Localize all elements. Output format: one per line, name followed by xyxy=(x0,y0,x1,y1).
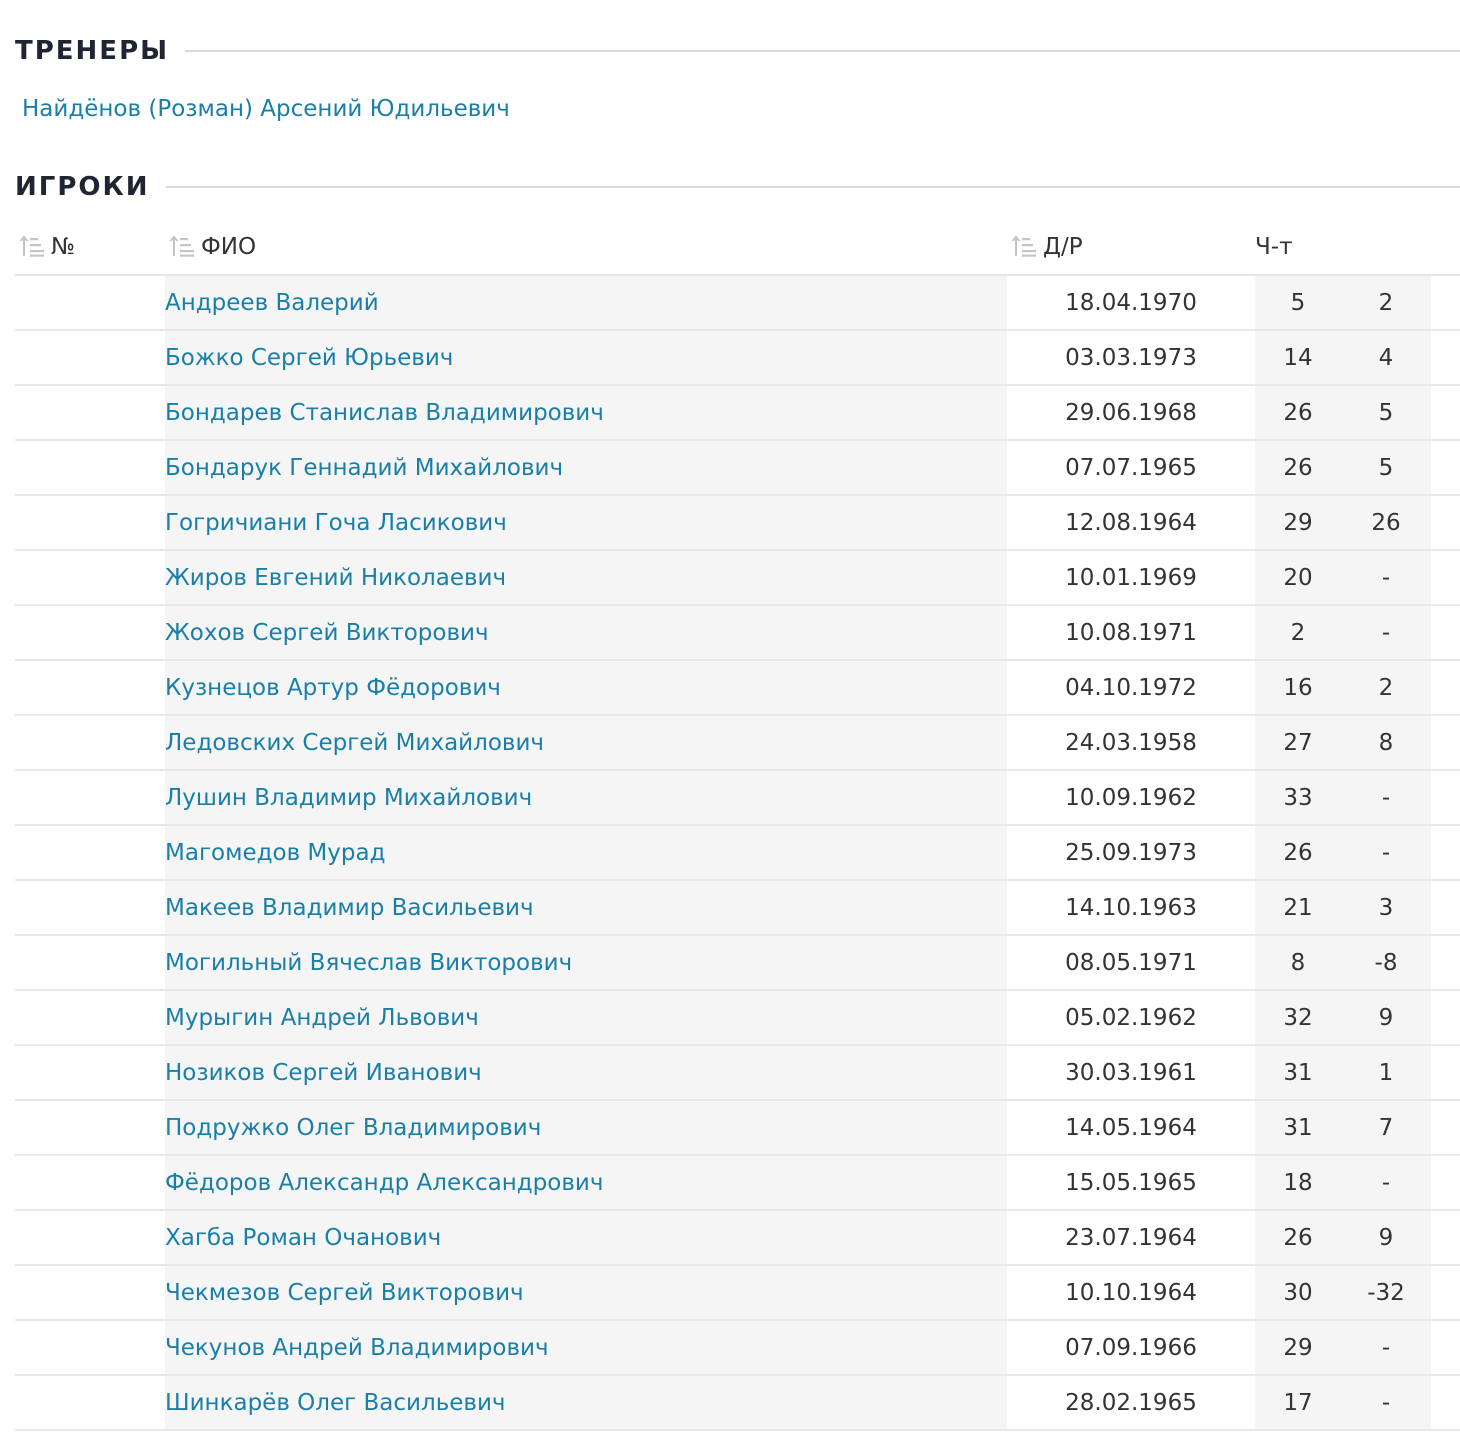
column-header-dob[interactable] xyxy=(1007,220,1255,275)
player-dob: 05.02.1962 xyxy=(1007,990,1255,1045)
player-games: 26 xyxy=(1255,825,1341,880)
row-spacer xyxy=(1431,715,1460,770)
player-name-cell xyxy=(165,495,1007,550)
table-row xyxy=(15,1045,1460,1100)
table-row xyxy=(15,275,1460,330)
table-header-row xyxy=(15,220,1460,275)
player-dob: 08.05.1971 xyxy=(1007,935,1255,990)
player-games: 21 xyxy=(1255,880,1341,935)
player-name-cell xyxy=(165,440,1007,495)
row-spacer xyxy=(1431,330,1460,385)
table-row xyxy=(15,1210,1460,1265)
player-name-cell xyxy=(165,770,1007,825)
player-name-cell xyxy=(165,605,1007,660)
player-dob: 25.09.1973 xyxy=(1007,825,1255,880)
row-spacer xyxy=(1431,935,1460,990)
player-dob: 04.10.1972 xyxy=(1007,660,1255,715)
player-name-link[interactable]: Кузнецов Артур Фёдорович xyxy=(165,674,501,701)
player-number xyxy=(15,1320,165,1375)
player-name-link[interactable]: Магомедов Мурад xyxy=(165,839,386,866)
player-name-cell xyxy=(165,1375,1007,1430)
player-number xyxy=(15,1265,165,1320)
table-row xyxy=(15,385,1460,440)
player-goals: -32 xyxy=(1341,1265,1431,1320)
player-games: 26 xyxy=(1255,440,1341,495)
player-goals: 5 xyxy=(1341,385,1431,440)
player-goals: -8 xyxy=(1341,935,1431,990)
player-goals: 3 xyxy=(1341,880,1431,935)
player-games: 5 xyxy=(1255,275,1341,330)
player-name-cell xyxy=(165,330,1007,385)
player-number xyxy=(15,440,165,495)
player-number xyxy=(15,770,165,825)
section-divider xyxy=(185,50,1460,52)
table-row xyxy=(15,1155,1460,1210)
player-games: 26 xyxy=(1255,1210,1341,1265)
row-spacer xyxy=(1431,825,1460,880)
row-spacer xyxy=(1431,550,1460,605)
player-name-link[interactable]: Гогричиани Гоча Ласикович xyxy=(165,509,507,536)
player-number xyxy=(15,550,165,605)
players-section-header xyxy=(15,172,1460,202)
row-spacer xyxy=(1431,1155,1460,1210)
column-header-championship xyxy=(1255,220,1460,275)
coach-link[interactable]: Найдёнов (Розман) Арсений Юдильевич xyxy=(22,96,510,122)
player-dob: 07.07.1965 xyxy=(1007,440,1255,495)
player-name-link[interactable]: Ледовских Сергей Михайлович xyxy=(165,729,544,756)
table-row xyxy=(15,715,1460,770)
column-header-name[interactable] xyxy=(165,220,1007,275)
player-games: 18 xyxy=(1255,1155,1341,1210)
row-spacer xyxy=(1431,440,1460,495)
player-goals: - xyxy=(1341,825,1431,880)
row-spacer xyxy=(1431,990,1460,1045)
player-name-cell xyxy=(165,1320,1007,1375)
player-name-link[interactable]: Подружко Олег Владимирович xyxy=(165,1114,542,1141)
player-number xyxy=(15,880,165,935)
section-divider xyxy=(166,186,1460,188)
player-dob: 24.03.1958 xyxy=(1007,715,1255,770)
table-row xyxy=(15,880,1460,935)
coaches-section-header xyxy=(15,36,1460,66)
player-dob: 07.09.1966 xyxy=(1007,1320,1255,1375)
player-name-link[interactable]: Андреев Валерий xyxy=(165,289,379,316)
player-goals: - xyxy=(1341,1375,1431,1430)
player-dob: 18.04.1970 xyxy=(1007,275,1255,330)
player-name-link[interactable]: Шинкарёв Олег Васильевич xyxy=(165,1389,506,1416)
player-number xyxy=(15,275,165,330)
player-name-cell xyxy=(165,990,1007,1045)
player-number xyxy=(15,495,165,550)
player-number xyxy=(15,330,165,385)
column-header-dob-label: Д/Р xyxy=(1043,234,1083,260)
table-row xyxy=(15,330,1460,385)
player-number xyxy=(15,1210,165,1265)
player-name-link[interactable]: Жохов Сергей Викторович xyxy=(165,619,489,646)
player-dob: 10.10.1964 xyxy=(1007,1265,1255,1320)
player-name-link[interactable]: Жиров Евгений Николаевич xyxy=(165,564,507,591)
players-table xyxy=(15,220,1460,1431)
player-name-cell xyxy=(165,1100,1007,1155)
sort-ascending-icon[interactable] xyxy=(19,234,45,258)
player-dob: 23.07.1964 xyxy=(1007,1210,1255,1265)
player-dob: 12.08.1964 xyxy=(1007,495,1255,550)
table-row xyxy=(15,1375,1460,1430)
player-name-link[interactable]: Фёдоров Александр Александрович xyxy=(165,1169,604,1196)
player-goals: 4 xyxy=(1341,330,1431,385)
player-goals: 9 xyxy=(1341,990,1431,1045)
row-spacer xyxy=(1431,385,1460,440)
player-goals: 5 xyxy=(1341,440,1431,495)
table-row xyxy=(15,1320,1460,1375)
player-games: 31 xyxy=(1255,1045,1341,1100)
player-number xyxy=(15,990,165,1045)
player-dob: 10.08.1971 xyxy=(1007,605,1255,660)
player-number xyxy=(15,1045,165,1100)
player-name-cell xyxy=(165,1210,1007,1265)
row-spacer xyxy=(1431,660,1460,715)
row-spacer xyxy=(1431,495,1460,550)
row-spacer xyxy=(1431,880,1460,935)
row-spacer xyxy=(1431,1045,1460,1100)
player-number xyxy=(15,1155,165,1210)
player-name-cell xyxy=(165,1265,1007,1320)
player-name-link[interactable]: Чекунов Андрей Владимирович xyxy=(165,1334,549,1361)
player-goals: 2 xyxy=(1341,275,1431,330)
table-row xyxy=(15,660,1460,715)
player-games: 8 xyxy=(1255,935,1341,990)
player-goals: - xyxy=(1341,770,1431,825)
table-row xyxy=(15,1265,1460,1320)
player-name-cell xyxy=(165,1045,1007,1100)
player-goals: 26 xyxy=(1341,495,1431,550)
player-dob: 10.09.1962 xyxy=(1007,770,1255,825)
players-title: ИГРОКИ xyxy=(15,172,150,202)
table-row xyxy=(15,605,1460,660)
player-goals: - xyxy=(1341,1155,1431,1210)
player-goals: - xyxy=(1341,550,1431,605)
player-name-link[interactable]: Хагба Роман Очанович xyxy=(165,1224,442,1251)
player-dob: 14.05.1964 xyxy=(1007,1100,1255,1155)
player-games: 33 xyxy=(1255,770,1341,825)
player-name-link[interactable]: Мурыгин Андрей Львович xyxy=(165,1004,479,1031)
table-row xyxy=(15,770,1460,825)
table-row xyxy=(15,495,1460,550)
table-row xyxy=(15,935,1460,990)
column-header-name-label: ФИО xyxy=(201,234,257,260)
player-dob: 28.02.1965 xyxy=(1007,1375,1255,1430)
player-games: 17 xyxy=(1255,1375,1341,1430)
row-spacer xyxy=(1431,1265,1460,1320)
player-name-link[interactable]: Нозиков Сергей Иванович xyxy=(165,1059,482,1086)
player-name-cell xyxy=(165,385,1007,440)
player-name-cell xyxy=(165,1155,1007,1210)
table-row xyxy=(15,990,1460,1045)
player-games: 14 xyxy=(1255,330,1341,385)
player-dob: 10.01.1969 xyxy=(1007,550,1255,605)
player-games: 31 xyxy=(1255,1100,1341,1155)
table-row xyxy=(15,825,1460,880)
row-spacer xyxy=(1431,1100,1460,1155)
player-goals: 8 xyxy=(1341,715,1431,770)
player-name-cell xyxy=(165,660,1007,715)
player-name-link[interactable]: Лушин Владимир Михайлович xyxy=(165,784,533,811)
player-games: 29 xyxy=(1255,1320,1341,1375)
player-games: 16 xyxy=(1255,660,1341,715)
player-number xyxy=(15,385,165,440)
player-name-cell xyxy=(165,715,1007,770)
player-dob: 30.03.1961 xyxy=(1007,1045,1255,1100)
column-header-championship-label: Ч-т xyxy=(1255,234,1293,260)
player-number xyxy=(15,935,165,990)
player-name-cell xyxy=(165,275,1007,330)
player-goals: 7 xyxy=(1341,1100,1431,1155)
player-name-link[interactable]: Бондарев Станислав Владимирович xyxy=(165,399,604,426)
table-row xyxy=(15,1100,1460,1155)
player-name-link[interactable]: Чекмезов Сергей Викторович xyxy=(165,1279,524,1306)
player-dob: 14.10.1963 xyxy=(1007,880,1255,935)
sort-ascending-icon[interactable] xyxy=(1011,234,1037,258)
row-spacer xyxy=(1431,1320,1460,1375)
player-games: 27 xyxy=(1255,715,1341,770)
table-row xyxy=(15,440,1460,495)
player-dob: 03.03.1973 xyxy=(1007,330,1255,385)
player-games: 2 xyxy=(1255,605,1341,660)
player-number xyxy=(15,1100,165,1155)
player-goals: - xyxy=(1341,605,1431,660)
player-name-link[interactable]: Могильный Вячеслав Викторович xyxy=(165,949,573,976)
player-goals: - xyxy=(1341,1320,1431,1375)
player-name-cell xyxy=(165,550,1007,605)
player-games: 32 xyxy=(1255,990,1341,1045)
player-games: 20 xyxy=(1255,550,1341,605)
row-spacer xyxy=(1431,1210,1460,1265)
column-header-number[interactable] xyxy=(15,220,165,275)
row-spacer xyxy=(1431,1375,1460,1430)
player-dob: 15.05.1965 xyxy=(1007,1155,1255,1210)
player-number xyxy=(15,1375,165,1430)
player-dob: 29.06.1968 xyxy=(1007,385,1255,440)
player-name-cell xyxy=(165,825,1007,880)
player-number xyxy=(15,605,165,660)
player-games: 30 xyxy=(1255,1265,1341,1320)
row-spacer xyxy=(1431,275,1460,330)
player-name-cell xyxy=(165,935,1007,990)
player-name-link[interactable]: Бондарук Геннадий Михайлович xyxy=(165,454,564,481)
player-number xyxy=(15,825,165,880)
player-name-link[interactable]: Божко Сергей Юрьевич xyxy=(165,344,454,371)
player-goals: 9 xyxy=(1341,1210,1431,1265)
row-spacer xyxy=(1431,770,1460,825)
player-name-link[interactable]: Макеев Владимир Васильевич xyxy=(165,894,534,921)
player-games: 29 xyxy=(1255,495,1341,550)
player-games: 26 xyxy=(1255,385,1341,440)
row-spacer xyxy=(1431,605,1460,660)
coaches-title: ТРЕНЕРЫ xyxy=(15,36,170,66)
player-goals: 1 xyxy=(1341,1045,1431,1100)
player-number xyxy=(15,660,165,715)
player-number xyxy=(15,715,165,770)
sort-ascending-icon[interactable] xyxy=(169,234,195,258)
table-row xyxy=(15,550,1460,605)
player-goals: 2 xyxy=(1341,660,1431,715)
column-header-number-label: № xyxy=(51,234,75,260)
player-name-cell xyxy=(165,880,1007,935)
